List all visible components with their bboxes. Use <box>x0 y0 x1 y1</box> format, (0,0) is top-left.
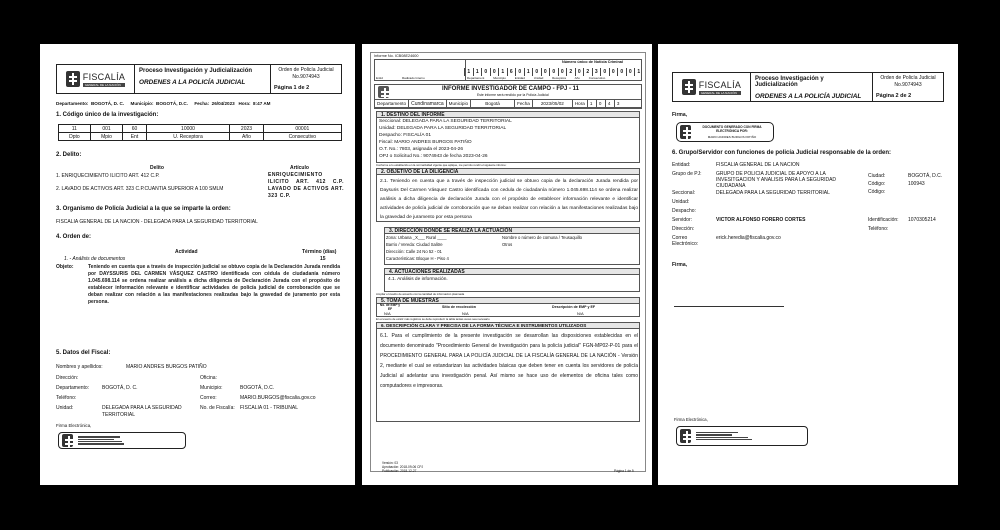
order-number: No.9074943 <box>292 74 320 80</box>
firma-electronica-label: Firma Electrónica, <box>56 423 92 428</box>
direccion-line: Dirección: Calle 24 No 52 - 01 <box>386 249 442 254</box>
location-date-line: Departamento: BOGOTÁ, D. C. Municipio: BOGOTÁ, D.C. Fecha: 26/04/2023 Hora: 8:47 AM <box>56 101 271 106</box>
codigo-label: U. Receptora <box>146 133 230 141</box>
document-title: ORDENES A LA POLICÍA JUDICIAL <box>139 79 246 86</box>
hora-label: Hora <box>573 100 588 108</box>
codigo-label: Consecutivo <box>263 133 341 141</box>
page-number: Página 2 de 2 <box>876 93 912 99</box>
digit: 0 <box>609 68 618 76</box>
unidad-label: Unidad: <box>56 405 74 411</box>
codigo-label: Ent <box>123 133 146 141</box>
destino-note: Conforme a lo establecido en la normatividad vigente que aplique, me permito rendir el siguiente informe: <box>376 163 507 167</box>
seccional-label: Seccional: <box>672 190 696 196</box>
telefono-label: Teléfono: <box>56 395 77 401</box>
section-4-title: 4. Orden de: <box>56 234 92 240</box>
digit: 0 <box>617 68 626 76</box>
digit: 2 <box>566 68 575 76</box>
muestras-col-3: Descripción de EMP y EF <box>552 305 596 309</box>
barrio-line: Barrio / Vereda: Ciudad Salitre <box>386 242 443 247</box>
correo-label: Correo Electrónico: <box>672 235 699 247</box>
direccion-right <box>502 234 582 248</box>
digit: 0 <box>541 68 550 76</box>
delito-1: 1. ENRIQUECIMIENTO ILICITO ART. 412 C.P. <box>56 173 160 179</box>
digit: 0 <box>549 68 558 76</box>
codigo-unico-table <box>58 124 342 141</box>
section-2-title: 2. Delito: <box>56 152 82 158</box>
seccional-line: Seccional: DELEGADA PARA LA SEGURIDAD TERRITORIAL <box>379 119 512 124</box>
location-row <box>374 99 642 109</box>
destino-lines <box>379 118 512 160</box>
fiscalia-shield-icon <box>66 71 80 87</box>
codigo-dpto: 11 <box>59 125 91 133</box>
sublabel: Consecutivo <box>588 76 606 80</box>
fiscalia-crest-icon <box>378 86 389 98</box>
identificacion-value: 1070305214 <box>908 217 936 223</box>
section-5-title: 5. TOMA DE MUESTRAS <box>376 297 640 304</box>
order-number: No.9074943 <box>894 82 922 88</box>
document-header <box>672 72 944 102</box>
codigo-receptora: 10000 <box>146 125 230 133</box>
sublabel: Municipio <box>493 76 506 80</box>
noticia-sublabels <box>467 75 605 82</box>
correo-label: Correo: <box>200 395 217 401</box>
codigo-value: 100943 <box>908 181 925 187</box>
dep-label: Departamento <box>375 100 409 108</box>
delito-2: 2. LAVADO DE ACTIVOS ART. 323 C.P.CUANTIA SUPERIOR A 100 SMLM <box>56 186 224 192</box>
document-title: ORDENES A LA POLICÍA JUDICIAL <box>755 93 862 100</box>
firma-electronica-label: Firma Electrónica, <box>674 417 708 422</box>
objetivo-text: 2.1. Teniendo en cuenta que a través de inspección judicial se obtuvo copia de la declaración Jurada rendida por Daysuris Del Carmen Vásquez Castro identificada con cedula de ciudadanía número 1.045.698.114 se ordena realizar análisis a dicha diligencia de declaración Jurada con el propósito de establecer información relevante e identificar actividades de policía judicial de corroboración que se deban realizar con relación a las manifestaciones realizadas bajo la gravedad de juramento por esta persona <box>380 179 638 220</box>
muestras-col-2: Sitio de recolección <box>442 305 476 309</box>
firma-2-label: Firma, <box>672 262 688 268</box>
digit: 3 <box>592 68 601 76</box>
actividad-header: Actividad <box>175 249 198 255</box>
firma-label: Firma, <box>672 112 688 118</box>
actuaciones-text: 4.1. Análisis de información. <box>388 277 448 282</box>
muestras-val-2: N/A <box>462 311 469 316</box>
informe-investigador-campo-page <box>362 44 652 485</box>
digit: 1 <box>473 68 482 76</box>
digit: 0 <box>558 68 567 76</box>
direccion-left <box>386 234 449 262</box>
no-fiscalia-value: FISCALIA 01 - TRIBUNAL <box>240 405 298 411</box>
fiscalia-shield-icon <box>62 434 73 447</box>
termino-header: Término (días) <box>302 249 337 255</box>
stamp-name: MARIO ANDRES BURGOS PATIÑO <box>707 135 757 139</box>
document-header <box>56 64 342 94</box>
fecha-value: 2023/05/02 <box>533 100 573 108</box>
process-name: Proceso Investigación y Judicialización <box>139 68 253 74</box>
mun-value: Bogotá <box>471 100 515 108</box>
muestras-val-3: N/A <box>577 311 584 316</box>
entidad-label: Entidad: <box>672 162 691 168</box>
form-subtitle: Este informe será rendido por la Policía Judicial <box>477 93 549 97</box>
no-fiscalia-label: No. de Fiscalía: <box>200 405 235 411</box>
digit: 1 <box>498 68 507 76</box>
form-page-number: Página 1 de 9 <box>614 469 634 473</box>
sublabel: Departament <box>467 76 485 80</box>
digit: 1 <box>634 68 643 76</box>
sublabel: Entidad <box>514 76 525 80</box>
signature-line <box>674 306 784 307</box>
digit: 0 <box>481 68 490 76</box>
section-2-title: 2. OBJETIVO DE LA DILIGENCIA <box>376 168 640 175</box>
digit: 0 <box>515 68 524 76</box>
objeto-text: Teniendo en cuenta que a través de inspección judicial se obtuvo copia de la Declaración Jurada rendida por DAYSSURIS DEL CARMEN VÁSQUEZ CASTRO identificada con cédula de ciudadanía número 1.045.698.114 se ordena realizar análisis a dicha diligencia de Declaración Jurada con el propósito de establecer información relevante e identificar actividades de policía judicial de corroboración que se deban realizar con relación a las manifestaciones realizadas bajo la gravedad de juramento por esta persona. <box>88 264 340 305</box>
caracteristicas-line: Características: Bloque H - Piso 4 <box>386 256 449 261</box>
codigo-ent: 60 <box>123 125 146 133</box>
mun-label: Municipio <box>447 100 471 108</box>
termino-value: 15 <box>320 256 326 262</box>
hora-digit: 0 <box>597 100 606 108</box>
version: Versión: 03 <box>382 461 398 465</box>
electronic-signature-stamp-2 <box>676 426 808 446</box>
departamento-value: BOGOTÁ, D. C. <box>102 385 138 391</box>
publicacion: Publicación: 2018-12-27 <box>382 469 417 473</box>
despacho-line: Despacho: FISCALÍA 01 <box>379 133 431 138</box>
digit: 0 <box>532 68 541 76</box>
digit: 0 <box>600 68 609 76</box>
comuna-line: Nombre o número de comuna / Teusaquillo <box>502 235 582 240</box>
form-footer-left <box>382 461 423 473</box>
codigo-label: Año <box>230 133 263 141</box>
fiscalia-logo <box>57 65 135 93</box>
stamp-title: DOCUMENTO GENERADO CON FIRMA ELECTRÓNICA POR: <box>702 125 762 133</box>
codigo-label: Dpto <box>59 133 91 141</box>
digit: 0 <box>626 68 635 76</box>
orden-policia-judicial-page-1 <box>40 44 355 485</box>
articulo-header: Artículo <box>290 165 309 171</box>
objeto-label: Objeto: <box>56 264 74 270</box>
sublabel: Unidad Receptora <box>533 76 566 80</box>
servidor-label: Servidor: <box>672 217 693 223</box>
zona-line: Zona: Urbana _X___ Rural ____ <box>386 235 447 240</box>
servidor-value: VICTOR ALFONSO FORERO CORTES <box>716 217 806 223</box>
section-5-title: 5. Datos del Fiscal: <box>56 350 111 356</box>
codigo-label: Código: <box>868 181 886 187</box>
aprobacion: Aprobación: 2018-09-06 CPJ <box>382 465 424 469</box>
page-number: Página 1 de 2 <box>274 85 310 91</box>
opj-line: OPJ o Solicitud No.: 9074943 de fecha 2023-04-26 <box>379 154 488 159</box>
dep-value: Cundinamarca <box>409 100 447 108</box>
unidad-value: DELEGADA PARA LA SEGURIDAD TERRITORIAL <box>102 405 182 418</box>
oficina-label: Oficina: <box>200 375 217 381</box>
direccion-label: Dirección: <box>56 375 79 381</box>
ot-line: O.T. No.: 7803, asignada el 2023-04-26 <box>379 147 464 152</box>
digit: 1 <box>464 68 473 76</box>
codigo-label: Mpio <box>90 133 123 141</box>
noticia-label: Número único de Noticia Criminal <box>562 60 623 64</box>
otros-line: Otros <box>502 242 513 247</box>
brand-name: FISCALÍA <box>82 71 126 82</box>
unidad-label: Unidad: <box>672 199 690 205</box>
grupo-label: Grupo de PJ: <box>672 171 702 177</box>
fiscalia-logo <box>673 73 751 101</box>
informe-number: Informe No. ICB08E24600 <box>374 54 419 58</box>
identificacion-label: Identificación: <box>868 217 899 223</box>
despacho-label: Despacho: <box>672 208 696 214</box>
ciudad-label: Ciudad: <box>868 173 886 179</box>
radicado-entid-label: Entid <box>376 76 383 80</box>
section-4-title: 4. ACTUACIONES REALIZADAS <box>384 268 640 275</box>
unidad-line: Unidad: DELEGADA PARA LA SEGURIDAD TERRITORIAL <box>379 126 507 131</box>
brand-sub: GENERAL DE LA NACIÓN <box>699 91 741 95</box>
muestras-note: En el evento de existir más registros se debe reproducir la tabla tantas veces sea necesario <box>376 317 490 321</box>
direccion-label: Dirección: <box>672 226 695 232</box>
correo-value: erick.heredia@fiscalia.gov.co <box>716 235 781 241</box>
sublabel: Año <box>574 76 580 80</box>
section-6-title: 6. Grupo/Servidor con funciones de policía Judicial responsable de la orden: <box>672 150 892 156</box>
section-1-title: 1. DESTINO DEL INFORME <box>376 111 640 118</box>
codigo-consecutivo: 00001 <box>263 125 341 133</box>
codigo-mpio: 001 <box>90 125 123 133</box>
fiscalia-shield-icon <box>680 125 691 139</box>
section-6-title: 6. DESCRIPCIÓN CLARA Y PRECISA DE LA FORMA TÉCNICA E INSTRUMENTOS UTILIZADOS <box>376 322 640 329</box>
order-label: Orden de Policía Judicial <box>880 75 936 81</box>
digit: 1 <box>524 68 533 76</box>
fiscal-line: Fiscal: MARIO ANDRES BURGOS PATIÑO <box>379 140 472 145</box>
hora-digit: 3 <box>616 101 620 106</box>
seccional-value: DELEGADA PARA LA SEGURIDAD TERRITORIAL <box>716 190 830 196</box>
process-name: Proceso Investigación y Judicialización <box>755 76 824 88</box>
municipio-value: BOGOTÁ, D.C. <box>240 385 275 391</box>
fiscalia-shield-icon <box>682 79 696 95</box>
muestras-val-1: N/A <box>384 311 391 316</box>
section-3-title: 3. Organismo de Policía Judicial a la que se imparte la orden: <box>56 206 231 212</box>
digit: 0 <box>575 68 584 76</box>
brand-sub: GENERAL DE LA NACIÓN <box>83 83 125 87</box>
correo-value: MARIO.BURGOS@fiscalia.gov.co <box>240 395 316 401</box>
articulos: ENRIQUECIMIENTO ILICITO ART. 412 C.P. LAVADO DE ACTIVOS ART. 323 C.P. <box>268 172 344 199</box>
entidad-value: FISCALIA GENERAL DE LA NACION <box>716 162 800 168</box>
digit: 2 <box>583 68 592 76</box>
order-label: Orden de Policía Judicial <box>278 67 334 73</box>
electronic-signature-stamp <box>676 122 774 142</box>
section-1-title: 1. Código único de la investigación: <box>56 112 159 118</box>
actuaciones-note: Ampliar el cuadro de acuerdo con la cantidad de información plasmada <box>376 292 465 296</box>
hora-digit: 1 <box>588 100 597 108</box>
form-title: INFORME INVESTIGADOR DE CAMPO - FPJ - 11 <box>442 86 580 92</box>
ciudad-value: BOGOTÁ, D.C. <box>908 173 943 179</box>
grupo-value: GRUPO DE POLICIA JUDICIAL DE APOYO A LA INVESITGACION Y ANALISIS PARA LA SEGURIDAD CIUDADANA <box>716 171 837 189</box>
nombres-label: Nombres y apellidos: <box>56 364 103 370</box>
radicado-interno-label: Radicado Interno <box>402 76 425 80</box>
electronic-signature-stamp <box>58 432 186 449</box>
descripcion-text: 6.1. Para el cumplimiento de la presente investigación se desarrollan las disposiciones establecidas en el documento denominado "Procedimiento General de Investigación para la policía judicial" FGN-MP02-P-01 para el PROCEDIMIENTO GENERAL PARA LA POLICÍA JUDICIAL DE LA FISCALÍA GENERAL DE LA NACIÓN - Versión 2, mediante el cual se estandarizan las actividades básicas que deben tener en cuenta los servidores de policía Judicial al adelantar una investigación penal. Así mismo se hace uso de elementos de oficina tales como computadores e impresoras. <box>380 333 638 389</box>
departamento-label: Departamento: <box>56 385 90 391</box>
municipio-label: Municipio: <box>200 385 223 391</box>
digit: 0 <box>490 68 499 76</box>
delito-header: Delito <box>150 165 164 171</box>
nombres-value: MARIO ANDRES BURGOS PATIÑO <box>126 364 207 370</box>
codigo2-label: Código: <box>868 189 886 195</box>
muestras-col-1: No. de EMP y EF <box>379 303 401 311</box>
hora-digit: 4 <box>606 100 615 108</box>
digit: 6 <box>507 68 516 76</box>
fiscalia-shield-icon <box>680 429 691 443</box>
orden-policia-judicial-page-2 <box>658 44 958 485</box>
telefono-label: Teléfono: <box>868 226 889 232</box>
section-3-title: 3. DIRECCIÓN DONDE SE REALIZA LA ACTUACIÓN <box>384 227 640 234</box>
organismo-value: FISCALIA GENERAL DE LA NACION - DELEGADA PARA LA SEGURIDAD TERRITORIAL <box>56 219 258 225</box>
brand-name: FISCALÍA <box>698 79 742 90</box>
actividad-value: 1. - Análisis de documentos <box>64 256 126 262</box>
fecha-label: Fecha <box>515 100 533 108</box>
codigo-ano: 2023 <box>230 125 263 133</box>
